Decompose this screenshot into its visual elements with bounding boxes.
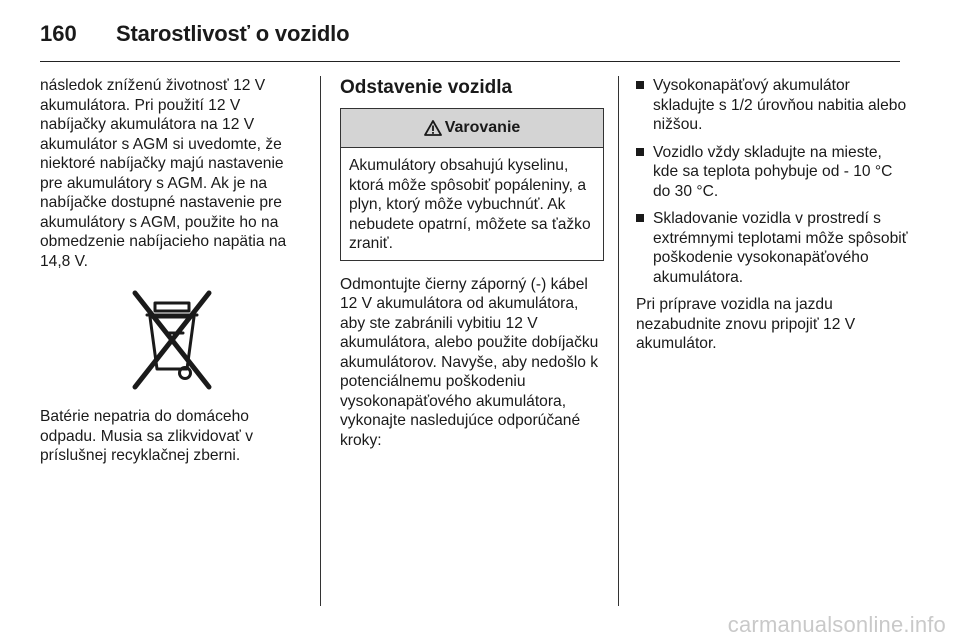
bullet-square-icon	[636, 81, 644, 89]
warning-heading: Varovanie	[444, 119, 521, 137]
list-item	[636, 143, 910, 202]
list-item-text: Vozidlo vždy skladujte na mieste, kde sa teplota pohybuje od - 10 °C do 30 °C.	[653, 143, 893, 200]
bullet-square-icon	[636, 214, 644, 222]
section-title: Odstavenie vozidla	[340, 77, 513, 98]
list-item-text: Skladovanie vozidla v prostredí s extrémnymi teplotami môže spôsobiť poškodenie vysokonapäťového akumulátora.	[653, 210, 908, 286]
page-title: Starostlivosť o vozidlo	[116, 21, 350, 46]
battery-charging-paragraph: následok zníženú životnosť 12 V akumulátora. Pri použití 12 V nabíjačky akumulátora na 12 V akumulátor s AGM si uvedomte, že niektoré nabíjačky majú nastavenie pre akumulátory s AGM. Ak je na nabíjačke dostupné nastavenie pre akumulátory s AGM, použite ho na obmedzenie nabíjacieho napätia na 14,8 V.	[40, 77, 287, 270]
bullet-square-icon	[636, 148, 644, 156]
warning-body	[341, 148, 603, 260]
column-divider-1	[320, 76, 321, 606]
crossed-out-wheelie-bin-icon	[117, 285, 227, 395]
column-divider-2	[618, 76, 619, 606]
list-item	[636, 76, 910, 135]
warning-header	[341, 109, 603, 148]
header-divider	[40, 61, 900, 62]
disposal-paragraph: Batérie nepatria do domáceho odpadu. Musia sa zlikvidovať v príslušnej recyklačnej zberni.	[40, 408, 254, 464]
column-2	[340, 76, 604, 458]
storage-bullet-list	[636, 76, 910, 287]
warning-text: Akumulátory obsahujú kyselinu, ktorá môže spôsobiť popáleniny, a plyn, ktorý môže vybuchnúť. Ak nebudete opatrní, môžete sa ťažko zraniť.	[349, 157, 591, 252]
page-header	[40, 14, 349, 54]
watermark: carmanualsonline.info	[727, 612, 946, 637]
reconnect-paragraph: Pri príprave vozidla na jazdu nezabudnite znovu pripojiť 12 V akumulátor.	[636, 296, 856, 352]
list-item	[636, 209, 910, 287]
list-item-text: Vysokonapäťový akumulátor skladujte s 1/2 úrovňou nabitia alebo nižšou.	[653, 77, 907, 133]
warning-triangle-icon	[424, 120, 442, 136]
page-number: 160	[40, 21, 77, 46]
warning-box	[340, 108, 604, 261]
disconnect-paragraph: Odmontujte čierny záporný (-) kábel 12 V akumulátora od akumulátora, aby ste zabránili vybitiu 12 V akumulátora, alebo použite dobíjačku akumulátorov. Navyše, aby nedošlo k potenciálnemu poškodeniu vysokonapäťového akumulátora, vykonajte nasledujúce odporúčané kroky:	[340, 275, 599, 449]
column-1	[40, 76, 304, 474]
column-3	[636, 76, 910, 362]
